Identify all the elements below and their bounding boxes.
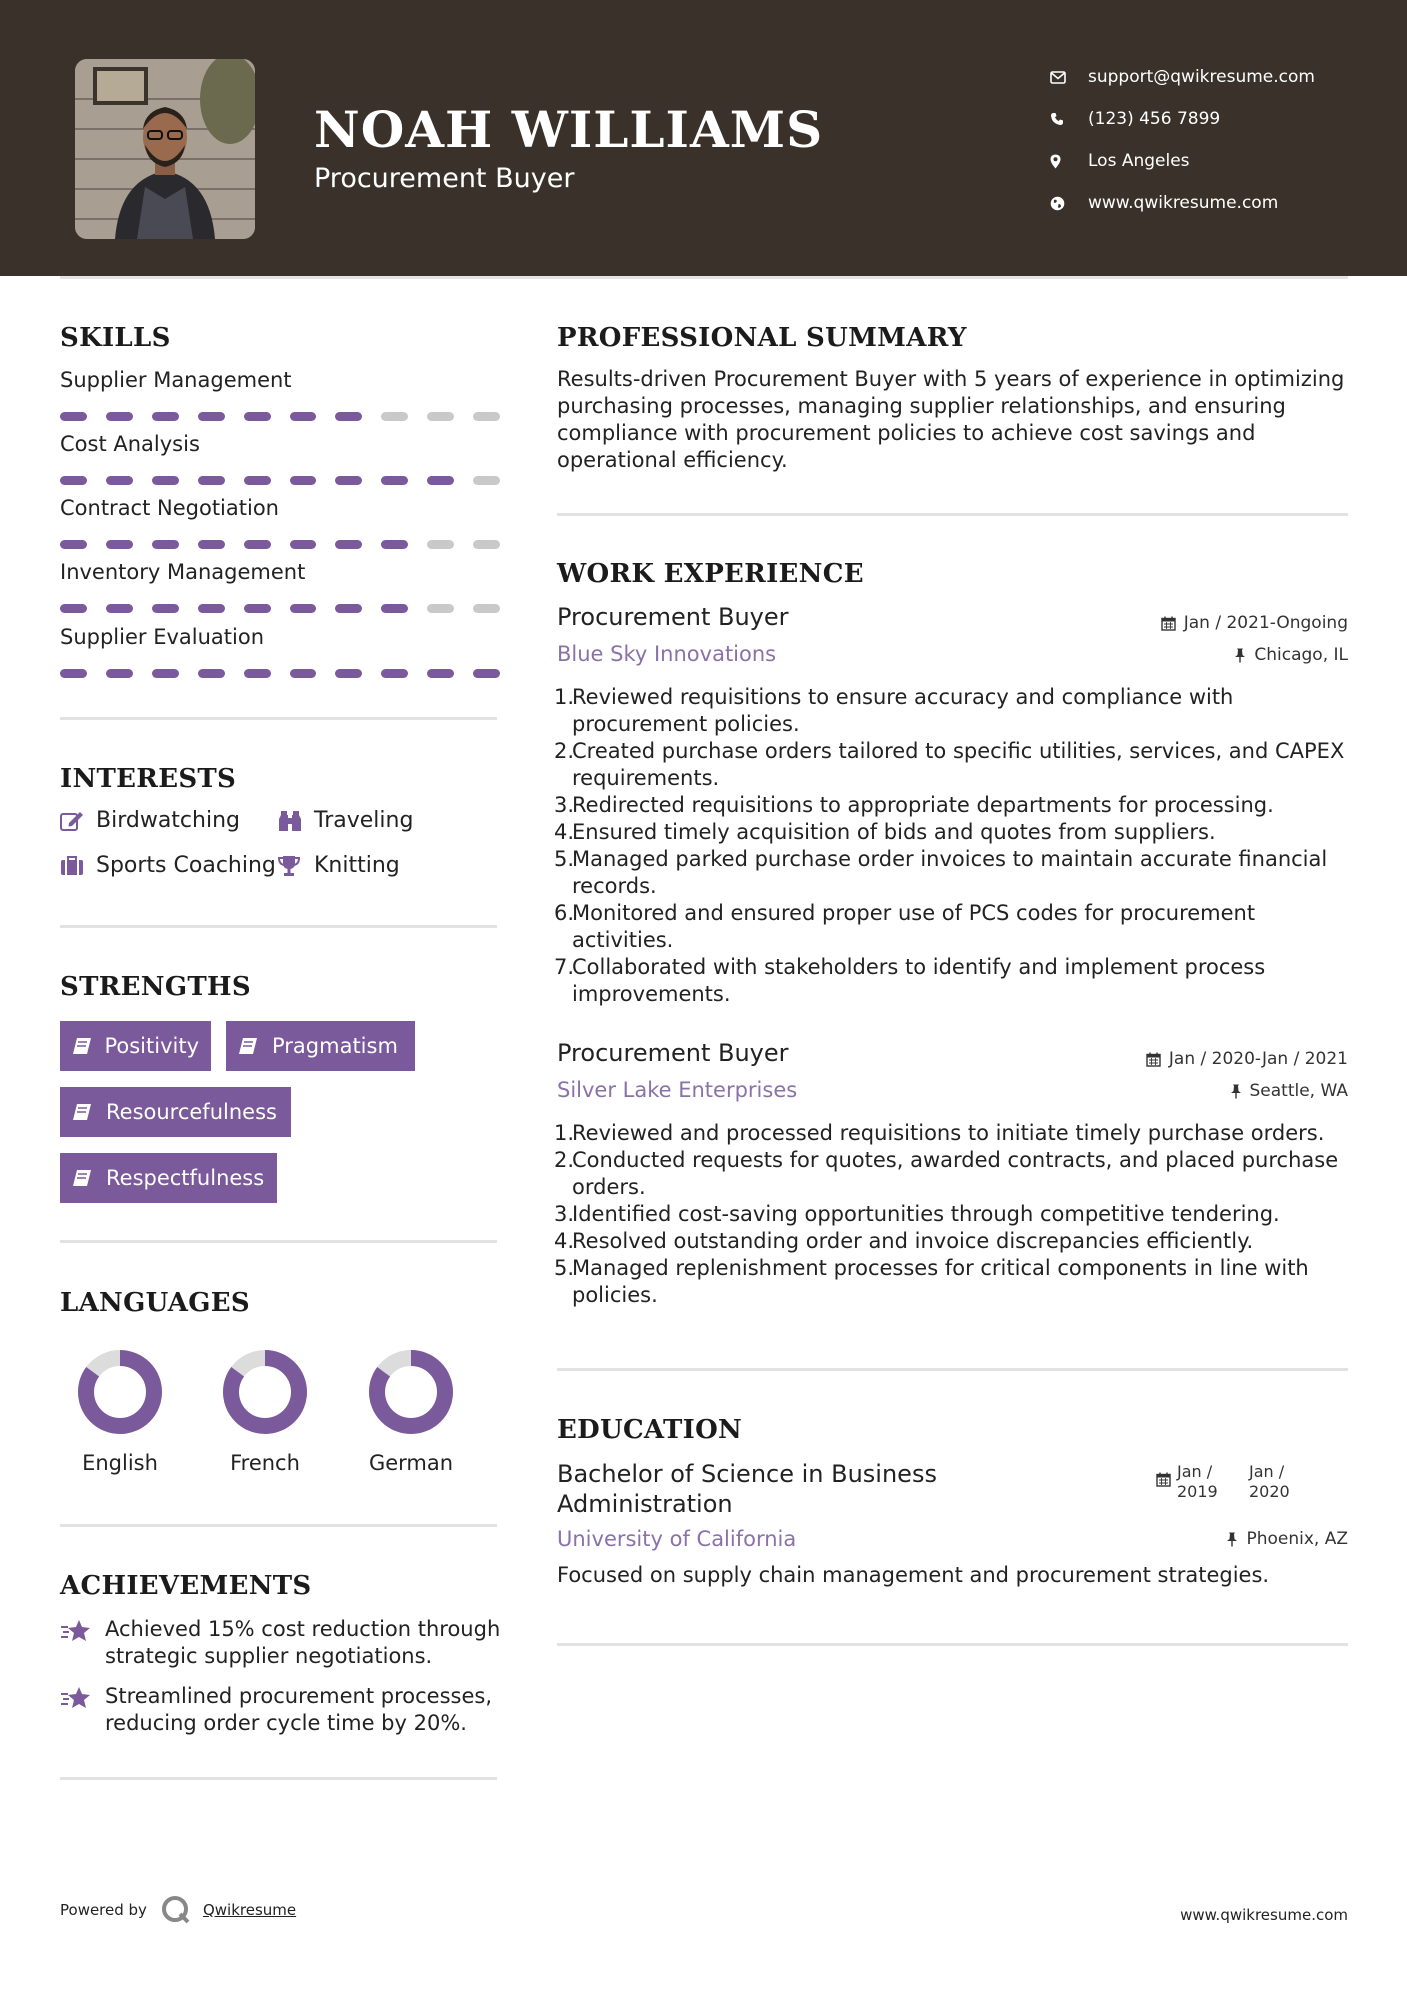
skill-dot xyxy=(381,540,408,549)
candidate-role: Procurement Buyer xyxy=(314,163,575,194)
summary-text: Results-driven Procurement Buyer with 5 years of experience in optimizing purchasing processes, managing supplier relationships, and ensuring compliance with procurement policies to achieve cost savings and operational efficiency. xyxy=(557,367,1345,472)
binoculars-icon xyxy=(278,810,314,832)
skill-dot xyxy=(244,476,271,485)
skill-dot xyxy=(381,412,408,421)
job-dates: Jan / 2020-Jan / 2021 xyxy=(1146,1049,1348,1069)
skill-dot xyxy=(244,412,271,421)
education-heading: EDUCATION xyxy=(557,1415,743,1445)
skill-dot xyxy=(198,476,225,485)
list-item: 3. Identified cost-saving opportunities through competitive tendering. xyxy=(554,1202,1280,1226)
section-divider xyxy=(60,1777,497,1780)
skill-dot xyxy=(335,540,362,549)
skills-heading: SKILLS xyxy=(60,323,171,353)
skill-item: Supplier Evaluation xyxy=(60,625,500,678)
skill-dot xyxy=(473,540,500,549)
section-divider xyxy=(557,1368,1348,1371)
achievements-heading: ACHIEVEMENTS xyxy=(60,1571,312,1601)
skill-dot xyxy=(290,604,317,613)
book-icon xyxy=(72,1037,104,1055)
qwikresume-logo-icon xyxy=(161,1895,191,1925)
pin-icon xyxy=(1230,1084,1242,1099)
strength-tag: Positivity xyxy=(60,1021,211,1071)
degree-title: Bachelor of Science in Business Administration xyxy=(557,1460,937,1518)
skill-dot xyxy=(198,604,225,613)
skill-dot xyxy=(427,412,454,421)
list-item: 1. Reviewed requisitions to ensure accuracy and compliance with procurement policies. xyxy=(554,685,1234,736)
resume-header xyxy=(0,0,1407,276)
section-divider xyxy=(60,1240,497,1243)
edit-icon xyxy=(60,810,96,831)
contact-email[interactable]: support@qwikresume.com xyxy=(1050,56,1315,98)
star-award-icon xyxy=(60,1683,105,1737)
list-item: 6. Monitored and ensured proper use of PCS codes for procurement activities. xyxy=(554,901,1256,952)
list-item: 3. Redirected requisitions to appropriate departments for processing. xyxy=(554,793,1274,817)
list-item: 5. Managed parked purchase order invoices to maintain accurate financial records. xyxy=(554,847,1328,898)
achievement-item: Achieved 15% cost reduction through strategic supplier negotiations. xyxy=(60,1616,510,1670)
skill-dot xyxy=(60,540,87,549)
skill-dot xyxy=(106,669,133,678)
skill-dot xyxy=(335,669,362,678)
school-name: University of California xyxy=(557,1527,797,1551)
education-start: Jan / 2019 xyxy=(1177,1462,1218,1501)
skill-dot xyxy=(335,604,362,613)
star-award-icon xyxy=(60,1616,105,1670)
map-pin-icon xyxy=(1050,154,1088,169)
skill-dot xyxy=(244,540,271,549)
pin-icon xyxy=(1234,648,1246,663)
skill-rating xyxy=(60,412,500,421)
job-location: Chicago, IL xyxy=(1234,645,1348,665)
skill-dot xyxy=(152,669,179,678)
globe-icon xyxy=(1050,196,1088,211)
qwikresume-link[interactable]: Qwikresume xyxy=(202,1901,297,1919)
skill-dot xyxy=(198,669,225,678)
achievement-item: Streamlined procurement processes, reducing order cycle time by 20%. xyxy=(60,1683,510,1737)
skill-dot xyxy=(60,604,87,613)
interest-item: Sports Coaching xyxy=(60,853,276,878)
footer-website[interactable]: www.qwikresume.com xyxy=(1180,1906,1348,1924)
profile-photo xyxy=(75,59,255,239)
skill-dot xyxy=(473,476,500,485)
education-description: Focused on supply chain management and procurement strategies. xyxy=(557,1563,1270,1587)
strength-tag: Resourcefulness xyxy=(60,1087,291,1137)
skill-item: Contract Negotiation xyxy=(60,496,500,549)
list-item: 4. Ensured timely acquisition of bids and quotes from suppliers. xyxy=(554,820,1216,844)
company-name: Blue Sky Innovations xyxy=(557,642,777,666)
interests-heading: INTERESTS xyxy=(60,764,237,794)
skill-dot xyxy=(106,540,133,549)
skill-dot xyxy=(427,604,454,613)
strengths-heading: STRENGTHS xyxy=(60,972,251,1002)
languages-heading: LANGUAGES xyxy=(60,1288,250,1318)
envelope-icon xyxy=(1050,71,1088,84)
language-donut xyxy=(77,1349,163,1435)
skill-dot xyxy=(152,476,179,485)
calendar-icon xyxy=(1156,1472,1171,1502)
skill-rating xyxy=(60,669,500,678)
job-title: Procurement Buyer xyxy=(557,1039,789,1067)
job-title: Procurement Buyer xyxy=(557,603,789,631)
list-item: 2. Conducted requests for quotes, awarded contracts, and placed purchase orders. xyxy=(554,1148,1339,1199)
section-divider xyxy=(60,1524,497,1527)
strength-tag: Pragmatism xyxy=(226,1021,415,1071)
skill-rating xyxy=(60,476,500,485)
skill-dot xyxy=(381,476,408,485)
skill-item: Supplier Management xyxy=(60,368,500,421)
phone-icon xyxy=(1050,112,1088,126)
skill-dot xyxy=(427,476,454,485)
education-end: Jan / 2020 xyxy=(1249,1462,1290,1501)
skill-dot xyxy=(473,604,500,613)
pin-icon xyxy=(1226,1532,1238,1547)
contact-location: Los Angeles xyxy=(1050,140,1315,182)
skill-dot xyxy=(335,412,362,421)
school-location: Phoenix, AZ xyxy=(1226,1529,1348,1549)
job-duties xyxy=(554,684,1352,1008)
book-icon xyxy=(72,1103,106,1121)
section-divider xyxy=(60,925,497,928)
interest-item: Traveling xyxy=(278,808,413,833)
list-item: 7. Collaborated with stakeholders to identify and implement process improvements. xyxy=(554,955,1266,1006)
calendar-icon xyxy=(1161,616,1176,631)
skill-dot xyxy=(106,604,133,613)
skill-dot xyxy=(290,476,317,485)
skill-dot xyxy=(106,476,133,485)
language-item: French xyxy=(205,1349,325,1475)
contact-website[interactable]: www.qwikresume.com xyxy=(1050,182,1315,224)
header-divider xyxy=(60,276,1348,279)
skill-dot xyxy=(152,412,179,421)
skill-dot xyxy=(198,412,225,421)
contact-list xyxy=(1050,56,1315,224)
language-donut xyxy=(222,1349,308,1435)
strength-tag: Respectfulness xyxy=(60,1153,277,1203)
skill-item: Inventory Management xyxy=(60,560,500,613)
list-item: 4. Resolved outstanding order and invoice discrepancies efficiently. xyxy=(554,1229,1254,1253)
trophy-icon xyxy=(278,855,314,877)
interest-item: Birdwatching xyxy=(60,808,240,833)
section-divider xyxy=(557,513,1348,516)
briefcase-icon xyxy=(60,855,96,876)
language-item: English xyxy=(60,1349,180,1475)
skill-rating xyxy=(60,540,500,549)
skill-dot xyxy=(60,412,87,421)
skill-dot xyxy=(381,669,408,678)
job-duties xyxy=(554,1120,1352,1309)
skill-dot xyxy=(473,412,500,421)
skill-dot xyxy=(290,412,317,421)
job-location: Seattle, WA xyxy=(1230,1081,1349,1101)
powered-by-label: Powered by xyxy=(60,1901,147,1919)
skill-dot xyxy=(381,604,408,613)
language-donut xyxy=(368,1349,454,1435)
book-icon xyxy=(72,1169,106,1187)
interest-item: Knitting xyxy=(278,853,400,878)
book-icon xyxy=(238,1037,272,1055)
skill-dot xyxy=(198,540,225,549)
language-item: German xyxy=(351,1349,471,1475)
skill-dot xyxy=(290,669,317,678)
contact-phone[interactable]: (123) 456 7899 xyxy=(1050,98,1315,140)
summary-heading: PROFESSIONAL SUMMARY xyxy=(557,323,967,353)
skill-dot xyxy=(290,540,317,549)
candidate-name: NOAH WILLIAMS xyxy=(314,100,824,159)
experience-heading: WORK EXPERIENCE xyxy=(557,559,864,589)
skill-dot xyxy=(473,669,500,678)
skill-dot xyxy=(106,412,133,421)
company-name: Silver Lake Enterprises xyxy=(557,1078,798,1102)
skill-dot xyxy=(427,540,454,549)
skill-rating xyxy=(60,604,500,613)
skill-dot xyxy=(60,669,87,678)
skill-dot xyxy=(244,604,271,613)
skill-dot xyxy=(244,669,271,678)
education-dates xyxy=(1156,1462,1290,1502)
list-item: 2. Created purchase orders tailored to specific utilities, services, and CAPEX requirements. xyxy=(554,739,1345,790)
skill-dot xyxy=(152,540,179,549)
list-item: 5. Managed replenishment processes for critical components in line with policies. xyxy=(554,1256,1309,1307)
section-divider xyxy=(60,717,497,720)
skill-dot xyxy=(60,476,87,485)
skill-dot xyxy=(335,476,362,485)
footer-branding xyxy=(60,1895,296,1925)
skill-dot xyxy=(427,669,454,678)
calendar-icon xyxy=(1146,1052,1161,1067)
job-dates: Jan / 2021-Ongoing xyxy=(1161,613,1348,633)
skill-dot xyxy=(152,604,179,613)
list-item: 1. Reviewed and processed requisitions to initiate timely purchase orders. xyxy=(554,1121,1325,1145)
skill-item: Cost Analysis xyxy=(60,432,500,485)
section-divider xyxy=(557,1643,1348,1646)
